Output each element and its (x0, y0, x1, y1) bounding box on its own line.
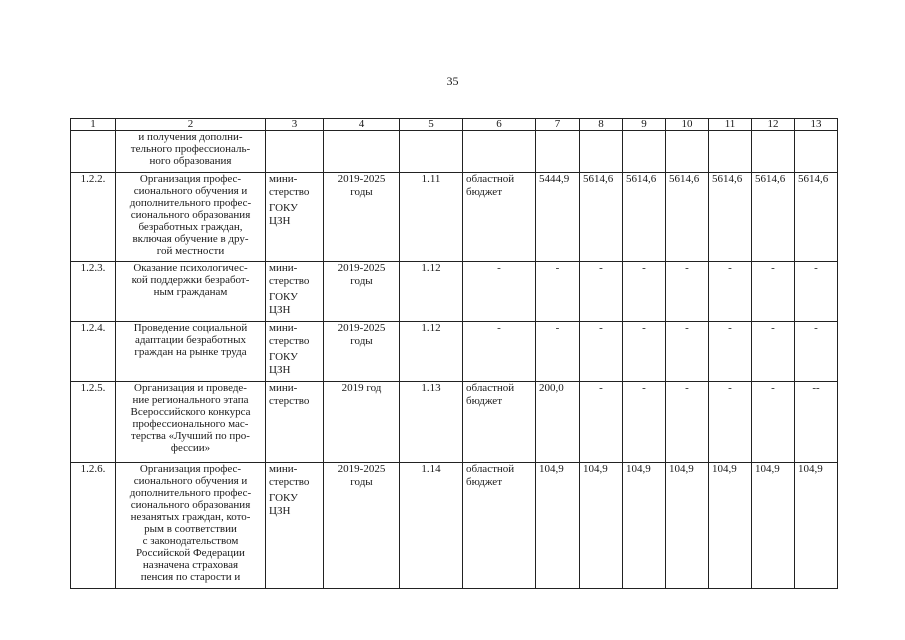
executor-name: мини- стерство (269, 262, 310, 287)
executor-name: мини- стерство (269, 173, 310, 198)
funding-value-cell: - (536, 262, 580, 322)
executor-cell (266, 131, 324, 173)
table-row (71, 262, 838, 322)
period-cell (324, 131, 400, 173)
funding-value-cell: 5614,6 (752, 173, 795, 262)
activity-number-cell: 1.2.4. (71, 322, 116, 382)
indicator-code-cell: 1.14 (400, 463, 463, 589)
funding-value-cell: - (709, 382, 752, 463)
column-header: 9 (623, 119, 666, 131)
funding-value-cell: - (623, 262, 666, 322)
executor-name: ГОКУ ЦЗН (269, 351, 298, 376)
funding-value-cell (752, 131, 795, 173)
activity-number-cell (71, 131, 116, 173)
funding-value-cell: - (709, 262, 752, 322)
page-number: 35 (446, 74, 459, 88)
indicator-code-cell: 1.13 (400, 382, 463, 463)
indicator-code-cell: 1.12 (400, 322, 463, 382)
funding-value-cell: - (752, 382, 795, 463)
executor-cell (266, 262, 324, 322)
activity-number-cell: 1.2.6. (71, 463, 116, 589)
column-number-row (71, 119, 838, 131)
executor-name: ГОКУ ЦЗН (269, 202, 298, 227)
executor-cell (266, 382, 324, 463)
executor-name: ГОКУ ЦЗН (269, 492, 298, 517)
funding-source-cell (463, 131, 536, 173)
period-cell: 2019-2025 годы (324, 463, 400, 589)
executor-name: мини- стерство (269, 382, 310, 407)
funding-value-cell: 104,9 (709, 463, 752, 589)
executor-cell (266, 322, 324, 382)
funding-value-cell (536, 131, 580, 173)
funding-value-cell: - (623, 382, 666, 463)
column-header: 6 (463, 119, 536, 131)
funding-value-cell: - (580, 322, 623, 382)
funding-value-cell: 5614,6 (795, 173, 838, 262)
funding-value-cell: 5614,6 (709, 173, 752, 262)
funding-value-cell (623, 131, 666, 173)
funding-value-cell: - (536, 322, 580, 382)
activity-number-cell: 1.2.3. (71, 262, 116, 322)
indicator-code-cell (400, 131, 463, 173)
funding-value-cell: 104,9 (536, 463, 580, 589)
activity-name-cell: Оказание психологичес- кой поддержки безработ- ным гражданам (116, 262, 266, 322)
funding-value-cell: 5614,6 (580, 173, 623, 262)
indicator-code-cell: 1.12 (400, 262, 463, 322)
executor-name: мини- стерство (269, 322, 310, 347)
table-row (71, 131, 838, 173)
executor-name: мини- стерство (269, 463, 310, 488)
table-row (71, 382, 838, 463)
funding-source-cell: областной бюджет (463, 382, 536, 463)
column-header: 7 (536, 119, 580, 131)
activity-name-cell: Организация профес- сионального обучения и дополнительного профес- сионального образования безработных граждан, включая обучение в дру- гой местности (116, 173, 266, 262)
activity-name-cell: Организация профес- сионального обучения и дополнительного профес- сионального образования незанятых граждан, кото- рым в соответствии с законодательством Российской Федерации назначена страховая пенсия по старости и (116, 463, 266, 589)
column-header: 2 (116, 119, 266, 131)
period-cell: 2019-2025 годы (324, 322, 400, 382)
executor-cell (266, 463, 324, 589)
indicator-code-cell: 1.11 (400, 173, 463, 262)
activity-number-cell: 1.2.5. (71, 382, 116, 463)
column-header: 5 (400, 119, 463, 131)
period-cell: 2019-2025 годы (324, 173, 400, 262)
funding-value-cell: 104,9 (580, 463, 623, 589)
funding-value-cell (709, 131, 752, 173)
funding-value-cell: - (709, 322, 752, 382)
funding-value-cell: - (795, 262, 838, 322)
funding-value-cell (580, 131, 623, 173)
period-cell: 2019 год (324, 382, 400, 463)
table-row (71, 463, 838, 589)
column-header: 13 (795, 119, 838, 131)
funding-source-cell: - (463, 262, 536, 322)
funding-value-cell: - (795, 322, 838, 382)
executor-name: ГОКУ ЦЗН (269, 291, 298, 316)
funding-source-cell: - (463, 322, 536, 382)
activity-name-cell: и получения дополни- тельного профессиональ- ного образования (116, 131, 266, 173)
funding-source-cell: областной бюджет (463, 173, 536, 262)
funding-value-cell: 104,9 (752, 463, 795, 589)
column-header: 1 (71, 119, 116, 131)
column-header: 11 (709, 119, 752, 131)
table-row (71, 322, 838, 382)
activity-number-cell: 1.2.2. (71, 173, 116, 262)
period-cell: 2019-2025 годы (324, 262, 400, 322)
funding-value-cell: -- (795, 382, 838, 463)
funding-value-cell: 5614,6 (666, 173, 709, 262)
funding-value-cell: - (666, 382, 709, 463)
column-header: 12 (752, 119, 795, 131)
funding-value-cell: 5444,9 (536, 173, 580, 262)
column-header: 8 (580, 119, 623, 131)
table-row (71, 173, 838, 262)
funding-value-cell: - (752, 322, 795, 382)
funding-value-cell: - (752, 262, 795, 322)
funding-value-cell (795, 131, 838, 173)
funding-value-cell (666, 131, 709, 173)
program-activities-table (70, 118, 838, 589)
column-header: 10 (666, 119, 709, 131)
funding-value-cell: 5614,6 (623, 173, 666, 262)
executor-cell (266, 173, 324, 262)
funding-value-cell: - (580, 382, 623, 463)
column-header: 4 (324, 119, 400, 131)
activity-name-cell: Проведение социальной адаптации безработных граждан на рынке труда (116, 322, 266, 382)
funding-value-cell: - (580, 262, 623, 322)
funding-value-cell: 200,0 (536, 382, 580, 463)
funding-value-cell: - (666, 322, 709, 382)
funding-source-cell: областной бюджет (463, 463, 536, 589)
activity-name-cell: Организация и проведе- ние регионального этапа Всероссийского конкурса профессионального мас- терства «Лучший по про- фессии» (116, 382, 266, 463)
funding-value-cell: 104,9 (666, 463, 709, 589)
column-header: 3 (266, 119, 324, 131)
funding-value-cell: - (623, 322, 666, 382)
funding-value-cell: - (666, 262, 709, 322)
funding-value-cell: 104,9 (795, 463, 838, 589)
funding-value-cell: 104,9 (623, 463, 666, 589)
